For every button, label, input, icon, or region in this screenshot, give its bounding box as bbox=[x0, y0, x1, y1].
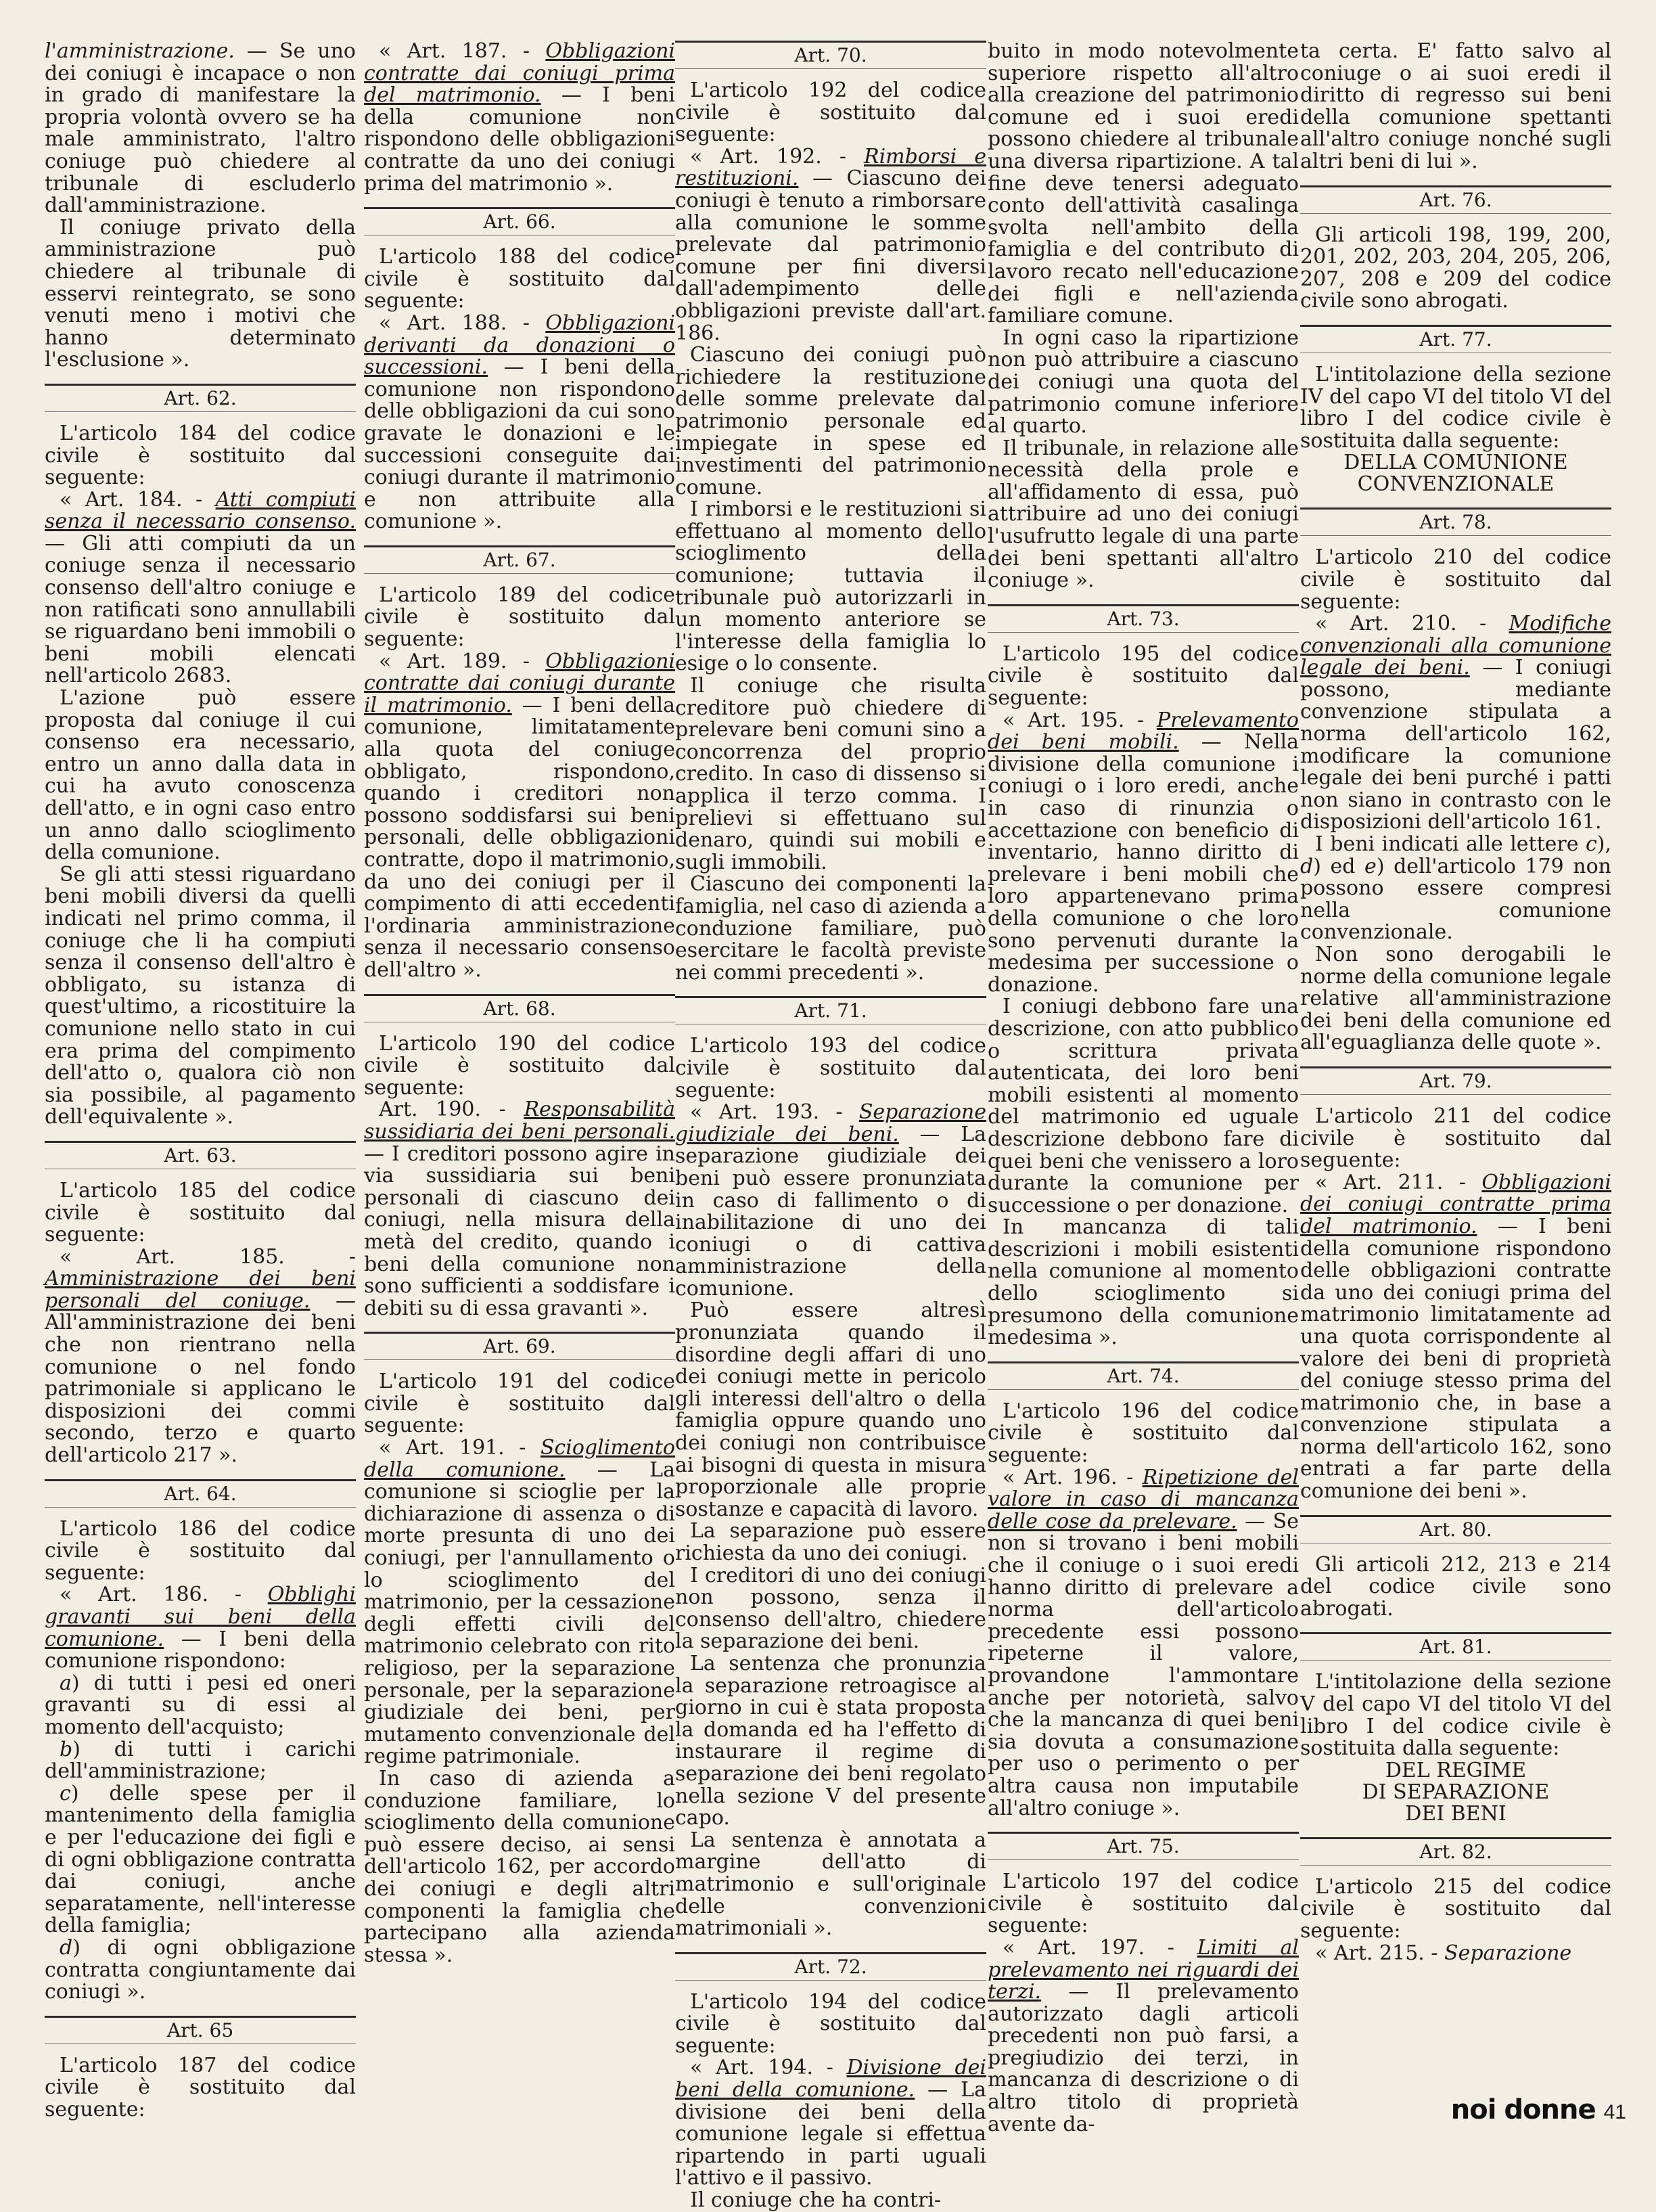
article-number-header: Art. 64. bbox=[45, 1479, 356, 1508]
section-heading: DELLA COMUNIONE CONVENZIONALE bbox=[1343, 451, 1568, 497]
article-number-header: Art. 79. bbox=[1300, 1066, 1611, 1095]
paragraph: L'articolo 196 del codice civile è sostituito dal seguente: bbox=[988, 1399, 1299, 1468]
paragraph: « Art. 188. - Obbligazioni derivanti da donazioni o successioni. — I beni della comunione non rispondono delle obbligazioni da cui sono gravate le donazioni e le successioni conseguite dai coniugi durante il matrimonio e non attribuite alla comunione ». bbox=[364, 311, 675, 534]
article-number-header: Art. 65 bbox=[45, 2016, 356, 2044]
paragraph: a) di tutti i pesi ed oneri gravanti su di essi al momento dell'acquisto; bbox=[45, 1671, 356, 1739]
paragraph: L'articolo 186 del codice civile è sostituito dal seguente: bbox=[45, 1516, 356, 1585]
paragraph: L'intitolazione della sezione IV del capo VI del titolo VI del libro I del codice civile è sostituita dalla seguente: bbox=[1300, 362, 1611, 453]
paragraph: L'articolo 188 del codice civile è sostituito dal seguente: bbox=[364, 245, 675, 313]
paragraph: « Art. 185. - Amministrazione dei beni personali del coniuge. — All'amministrazione dei beni che non rientrano nella comunione o nel fondo patrimoniale si applicano le disposizioni dei commi secondo, terzo e quarto dell'articolo 217 ». bbox=[45, 1244, 356, 1468]
paragraph: L'articolo 211 del codice civile è sostituito dal seguente: bbox=[1300, 1104, 1611, 1173]
paragraph: Ciascuno dei coniugi può richiedere la restituzione delle somme prelevate dal patrimonio personale ed impiegate in spese ed investimenti del patrimonio comune. bbox=[675, 343, 986, 499]
paragraph: Gli articoli 212, 213 e 214 del codice civile sono abrogati. bbox=[1300, 1552, 1611, 1621]
page-footer bbox=[1451, 2094, 1626, 2125]
paragraph: b) di tutti i carichi dell'amministrazione; bbox=[45, 1737, 356, 1784]
paragraph: Art. 190. - Responsabilità sussidiaria dei beni personali. — I creditori possono agire in via sussidiaria sui beni personali di ciascuno dei coniugi, nella misura della metà del credito, quando i beni della comunione non sono sufficienti a soddisfare i debiti su di essa gravanti ». bbox=[364, 1098, 675, 1320]
paragraph: L'articolo 192 del codice civile è sostituito dal seguente: bbox=[675, 78, 986, 147]
paragraph: « Art. 189. - Obbligazioni contratte dai coniugi durante il matrimonio. — I beni della comunione, limitatamente alla quota del coniuge obbligato, rispondono, quando i creditori non possono soddisfarsi sui beni personali, delle obbligazioni contratte, dopo il matrimonio, da uno dei coniugi per il compimento di atti eccedenti l'ordinaria amministrazione senza il necessario consenso dell'altro ». bbox=[364, 649, 675, 982]
article-number-header: Art. 77. bbox=[1300, 325, 1611, 353]
text-column-3 bbox=[675, 41, 986, 2212]
paragraph: I rimborsi e le restituzioni si effettuano al momento dello scioglimento della comunione; tuttavia il tribunale può autorizzarli in un momento anteriore se l'interesse della famiglia lo esige o lo consente. bbox=[675, 497, 986, 676]
article-number-header: Art. 69. bbox=[364, 1332, 675, 1360]
article-number-header: Art. 80. bbox=[1300, 1515, 1611, 1543]
paragraph: L'articolo 191 del codice civile è sostituito dal seguente: bbox=[364, 1370, 675, 1438]
paragraph: L'articolo 185 del codice civile è sostituito dal seguente: bbox=[45, 1178, 356, 1247]
article-number-header: Art. 74. bbox=[988, 1361, 1299, 1390]
text-column-1 bbox=[45, 41, 356, 2121]
paragraph: d) di ogni obbligazione contratta congiuntamente dai coniugi ». bbox=[45, 1935, 356, 2004]
article-number-header: Art. 66. bbox=[364, 207, 675, 235]
article-number-header: Art. 71. bbox=[675, 996, 986, 1024]
paragraph: ta certa. E' fatto salvo al coniuge o ai suoi eredi il diritto di regresso sui beni della comunione spettanti all'altro coniuge nonché sugli altri beni di lui ». bbox=[1300, 39, 1611, 173]
paragraph: Il coniuge che ha contri- bbox=[690, 2188, 942, 2212]
paragraph: « Art. 195. - Prelevamento dei beni mobili. — Nella divisione della comunione i coniugi o i loro eredi, anche in caso di rinunzia o accettazione con beneficio di inventario, hanno diritto di prelevare i beni mobili che loro appartenevano prima della comunione o che loro sono pervenuti durante la medesima per successione o donazione. bbox=[988, 708, 1299, 997]
article-number-header: Art. 67. bbox=[364, 545, 675, 574]
paragraph: Gli articoli 198, 199, 200, 201, 202, 203, 204, 205, 206, 207, 208 e 209 del codice civile sono abrogati. bbox=[1300, 223, 1611, 313]
paragraph: « Art. 184. - Atti compiuti senza il necessario consenso. — Gli atti compiuti da un coniuge senza il necessario consenso dell'altro coniuge e non ratificati sono annullabili se riguardano beni immobili o beni mobili elencati nell'articolo 2683. bbox=[45, 487, 356, 688]
paragraph: La separazione può essere richiesta da uno dei coniugi. bbox=[675, 1519, 986, 1565]
magazine-logo-donne: donne bbox=[1504, 2094, 1596, 2125]
paragraph: « Art. 193. - Separazione giudiziale dei beni. — La separazione giudiziale dei beni può essere pronunziata in caso di fallimento o di inabilitazione di uno dei coniugi o di cattiva amministrazione della comunione. bbox=[675, 1100, 986, 1301]
paragraph: « Art. 210. - Modifiche convenzionali alla comunione legale dei beni. — I coniugi possono, mediante convenzione stipulata a norma dell'articolo 162, modificare la comunione legale dei beni purché i patti non siano in contrasto con le disposizioni dell'articolo 161. bbox=[1300, 612, 1611, 834]
paragraph: « Art. 192. - Rimborsi e restituzioni. — Ciascuno dei coniugi è tenuto a rimborsare alla comunione le somme prelevate dal patrimonio comune per fini diversi dall'adempimento delle obbligazioni previste dall'art. 186. bbox=[675, 144, 986, 345]
paragraph: c) delle spese per il mantenimento della famiglia e per l'educazione dei figli e di ogni obbligazione contratta dai coniugi, anche separatamente, nell'interesse della famiglia; bbox=[45, 1781, 356, 1938]
paragraph: L'articolo 210 del codice civile è sostituito dal seguente: bbox=[1300, 545, 1611, 614]
section-heading: DEL REGIME DI SEPARAZIONE DEI BENI bbox=[1362, 1758, 1550, 1826]
paragraph: I coniugi debbono fare una descrizione, con atto pubblico o scrittura privata autenticata, dei loro beni mobili esistenti al momento del matrimonio ed uguale descrizione debbono fare di quei beni che venissero a loro durante la comunione per successione o per donazione. bbox=[988, 995, 1299, 1217]
paragraph: In mancanza di tali descrizioni i mobili esistenti nella comunione al momento dello scioglimento si presumono della comunione medesima ». bbox=[988, 1215, 1299, 1350]
paragraph: L'articolo 190 del codice civile è sostituito dal seguente: bbox=[364, 1031, 675, 1100]
text-column-2 bbox=[364, 41, 675, 1966]
article-number-header: Art. 70. bbox=[675, 41, 986, 69]
paragraph: « Art. 187. - Obbligazioni contratte dai coniugi prima del matrimonio. — I beni della comunione non rispondono delle obbligazioni contratte da uno dei coniugi prima del matrimonio ». bbox=[364, 39, 675, 196]
paragraph: L'articolo 194 del codice civile è sostituito dal seguente: bbox=[675, 1989, 986, 2058]
paragraph: « Art. 211. - Obbligazioni dei coniugi contratte prima del matrimonio. — I beni della comunione rispondono delle obbligazioni contratte da uno dei coniugi prima del matrimonio limitatamente ad una quota corrispondente al valore dei beni di proprietà del coniuge stesso prima del matrimonio che, in base a convenzione stipulata a norma dell'articolo 162, sono entrati a far parte della comunione dei beni ». bbox=[1300, 1170, 1611, 1504]
paragraph: L'azione può essere proposta dal coniuge il cui consenso era necessario, entro un anno dalla data in cui ha avuto conoscenza dell'atto, e in ogni caso entro un anno dallo scioglimento della comunione. bbox=[45, 686, 356, 865]
paragraph: La sentenza è annotata a margine dell'atto di matrimonio e sull'originale delle convenzioni matrimoniali ». bbox=[675, 1828, 986, 1941]
paragraph: L'articolo 215 del codice civile è sostituito dal seguente: bbox=[1300, 1874, 1611, 1943]
article-number-header: Art. 68. bbox=[364, 994, 675, 1022]
paragraph: I beni indicati alle lettere c), d) ed e) dell'articolo 179 non possono essere compresi nella comunione convenzionale. bbox=[1300, 832, 1612, 945]
page-number: 41 bbox=[1603, 2101, 1626, 2123]
article-number-header: Art. 75. bbox=[988, 1832, 1299, 1860]
paragraph: In caso di azienda a conduzione familiare, lo scioglimento della comunione può essere deciso, ai sensi dell'articolo 162, per accordo dei coniugi e degli altri componenti la famiglia che partecipano alla azienda stessa ». bbox=[364, 1766, 675, 1967]
paragraph: l'amministrazione. — Se uno dei coniugi è incapace o non in grado di manifestare la propria volontà ovvero se ha male amministrato, l'altro coniuge può chiedere al tribunale di escluderlo dall'amministrazione. bbox=[45, 39, 356, 218]
paragraph: Non sono derogabili le norme della comunione legale relative all'amministrazione dei beni della comunione ed all'eguaglianza delle quote ». bbox=[1300, 943, 1611, 1055]
paragraph: buito in modo notevolmente superiore rispetto all'altro alla creazione del patrimonio comune ed i suoi eredi possono chiedere al tribunale una diversa ripartizione. A tal fine deve tenersi adeguato conto dell'attività casalinga svolta nell'ambito della famiglia e del contributo di lavoro recato nell'educazione dei figli e nell'azienda familiare comune. bbox=[988, 39, 1299, 328]
paragraph: Il coniuge privato della amministrazione può chiedere al tribunale di esservi reintegrato, se sono venuti meno i motivi che hanno determinato l'esclusione ». bbox=[45, 215, 356, 372]
paragraph: La sentenza che pronunzia la separazione retroagisce al giorno in cui è stata proposta la domanda ed ha l'effetto di instaurare il regime di separazione dei beni regolato nella sezione V del presente capo. bbox=[675, 1651, 986, 1830]
paragraph: L'articolo 197 del codice civile è sostituito dal seguente: bbox=[988, 1870, 1299, 1938]
article-number-header: Art. 76. bbox=[1300, 185, 1611, 214]
paragraph: Se gli atti stessi riguardano beni mobili diversi da quelli indicati nel primo comma, il coniuge che li ha compiuti senza il consenso dell'altro è obbligato, su istanza di quest'ultimo, a ricostituire la comunione nello stato in cui era prima del compimento dell'atto o, qualora ciò non sia possibile, al pagamento dell'equivalente ». bbox=[45, 862, 356, 1129]
paragraph: « Art. 194. - Divisione dei beni della comunione. — La divisione dei beni della comunione legale si effettua ripartendo in parti uguali l'attivo e il passivo. bbox=[675, 2056, 987, 2190]
paragraph: Ciascuno dei componenti la famiglia, nel caso di azienda a conduzione familiare, può esercitare le facoltà previste nei commi precedenti ». bbox=[675, 872, 986, 985]
article-number-header: Art. 63. bbox=[45, 1141, 356, 1169]
paragraph: Può essere altresì pronunziata quando il disordine degli affari di uno dei coniugi mette in pericolo gli interessi dell'altro o della famiglia oppure quando uno dei coniugi non contribuisce ai bisogni di questa in misura proporzionale alle proprie sostanze e capacità di lavoro. bbox=[675, 1299, 986, 1521]
paragraph: Il tribunale, in relazione alle necessità della prole e all'affidamento di essa, può attribuire ad uno dei coniugi l'usufrutto legale di una parte dei beni spettanti all'altro coniuge ». bbox=[988, 436, 1299, 593]
paragraph: L'articolo 195 del codice civile è sostituito dal seguente: bbox=[988, 641, 1299, 710]
article-number-header: Art. 73. bbox=[988, 604, 1299, 633]
article-number-header: Art. 81. bbox=[1300, 1632, 1611, 1661]
paragraph: L'articolo 187 del codice civile è sostituito dal seguente: bbox=[45, 2053, 356, 2121]
paragraph: « Art. 196. - Ripetizione del valore in caso di mancanza delle cose da prelevare. — Se non si trovano i beni mobili che il coniuge o i suoi eredi hanno diritto di prelevare a norma dell'articolo precedente essi possono ripeterne il valore, provandone l'ammontare anche per notorietà, salvo che la mancanza di quei beni sia dovuta a consumazione per uso o perimento o per altra causa non imputabile all'altro coniuge ». bbox=[988, 1465, 1299, 1820]
paragraph: L'intitolazione della sezione V del capo VI del titolo VI del libro I del codice civile è sostituita dalla seguente: bbox=[1300, 1670, 1611, 1761]
article-number-header: Art. 78. bbox=[1300, 507, 1611, 536]
paragraph: Il coniuge che risulta creditore può chiedere di prelevare beni comuni sino a concorrenza del proprio credito. In caso di dissenso si applica il terzo comma. I prelievi si effettuano sul denaro, quindi sui mobili e sugli immobili. bbox=[675, 674, 986, 874]
magazine-logo-noi: noi bbox=[1450, 2094, 1496, 2125]
text-column-5 bbox=[1300, 41, 1611, 1964]
paragraph: L'articolo 184 del codice civile è sostituito dal seguente: bbox=[45, 421, 356, 490]
paragraph: « Art. 215. - Separazione bbox=[1315, 1941, 1572, 1965]
text-column-4 bbox=[988, 41, 1299, 2136]
paragraph: L'articolo 189 del codice civile è sostituito dal seguente: bbox=[364, 583, 675, 652]
paragraph: In ogni caso la ripartizione non può attribuire a ciascuno dei coniugi una quota del patrimonio comune inferiore al quarto. bbox=[988, 325, 1299, 438]
article-number-header: Art. 62. bbox=[45, 384, 356, 412]
paragraph: « Art. 191. - Scioglimento della comunione. — La comunione si scioglie per la dichiarazione di assenza o di morte presunta di uno dei coniugi, per l'annullamento o lo scioglimento del matrimonio, per la cessazione degli effetti civili del matrimonio celebrato con rito religioso, per la separazione personale, per la separazione giudiziale dei beni, per mutamento convenzionale del regime patrimoniale. bbox=[364, 1436, 675, 1769]
article-number-header: Art. 82. bbox=[1300, 1837, 1611, 1866]
paragraph: L'articolo 193 del codice civile è sostituito dal seguente: bbox=[675, 1034, 986, 1102]
article-number-header: Art. 72. bbox=[675, 1952, 986, 1981]
paragraph: « Art. 197. - Limiti al prelevamento nei riguardi dei terzi. — Il prelevamento autorizzato dagli articoli precedenti non può farsi, a pregiudizio dei terzi, in mancanza di descrizione o di altro titolo di proprietà avente da- bbox=[988, 1935, 1299, 2136]
paragraph: « Art. 186. - Obblighi gravanti sui beni della comunione. — I beni della comunione rispondono: bbox=[45, 1583, 356, 1673]
paragraph: I creditori di uno dei coniugi non possono, senza il consenso dell'altro, chiedere la separazione dei beni. bbox=[675, 1563, 986, 1654]
